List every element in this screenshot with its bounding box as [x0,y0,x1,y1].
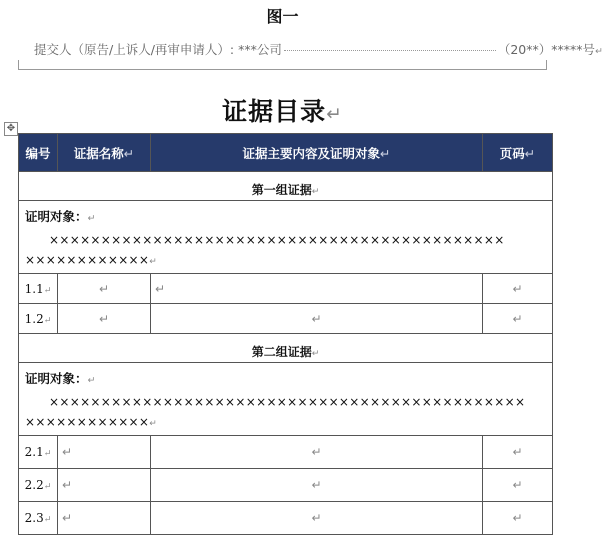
evidence-name-cell[interactable]: ↵ [58,469,151,502]
group-title: 第一组证据↵ [19,172,553,201]
subject-label: 证明对象：↵ [25,209,96,224]
group-title: 第二组证据↵ [19,334,553,363]
subject-x-line-2: ××××××××××××↵ [25,253,158,267]
evidence-page-cell[interactable]: ↵ [483,436,553,469]
subject-label: 证明对象：↵ [25,371,96,386]
table-row [19,274,553,304]
return-mark: ↵ [595,46,603,57]
group-subject-row [19,363,553,436]
evidence-name-cell[interactable]: ↵ [58,436,151,469]
evidence-name-cell[interactable]: ↵ [58,304,151,334]
evidence-name-cell[interactable]: ↵ [58,502,151,535]
subject-x-line-1: ×××××××××××××××××××××××××××××××××××××××××××××× [49,395,526,409]
table-row [19,469,553,502]
table-row [19,304,553,334]
group-title-row [19,334,553,363]
table-row [19,502,553,535]
header-evidence-name: 证据名称↵ [58,134,151,172]
header-row [19,134,553,172]
evidence-number: 1.2↵ [19,304,58,334]
case-number: （20**）*****号 [497,42,596,57]
evidence-number: 2.1↵ [19,436,58,469]
table-row [19,436,553,469]
evidence-page-cell[interactable]: ↵ [483,502,553,535]
figure-caption: 图一 [266,7,299,26]
document-title [0,92,565,128]
subject-x-line-2: ××××××××××××↵ [25,415,158,429]
group-subject-row [19,201,553,274]
header-rule [18,60,547,70]
header-number: 编号 [19,134,58,172]
evidence-number: 2.2↵ [19,469,58,502]
subject-x-line-1: ×××××××××××××××××××××××××××××××××××××××××××× [49,233,505,247]
evidence-content-cell[interactable]: ↵ [151,304,483,334]
evidence-page-cell[interactable]: ↵ [483,469,553,502]
header-content-and-subject: 证据主要内容及证明对象↵ [151,134,483,172]
evidence-content-cell[interactable]: ↵ [151,502,483,535]
document-title-text: 证据目录 [222,97,327,126]
evidence-content-cell[interactable]: ↵ [151,274,483,304]
evidence-content-cell[interactable]: ↵ [151,469,483,502]
submitter-text: 提交人（原告/上诉人/再审申请人）: ***公司 [34,42,282,57]
return-mark: ↵ [326,104,343,125]
evidence-page-cell[interactable]: ↵ [483,274,553,304]
dotted-leader [284,50,496,51]
evidence-page-cell[interactable]: ↵ [483,304,553,334]
evidence-number: 1.1↵ [19,274,58,304]
header-line [34,40,603,58]
evidence-content-cell[interactable]: ↵ [151,436,483,469]
evidence-number: 2.3↵ [19,502,58,535]
group-title-row [19,172,553,201]
evidence-name-cell[interactable]: ↵ [58,274,151,304]
evidence-table [18,133,553,535]
header-page: 页码↵ [483,134,553,172]
table-move-handle-icon[interactable]: ✥ [4,122,18,136]
